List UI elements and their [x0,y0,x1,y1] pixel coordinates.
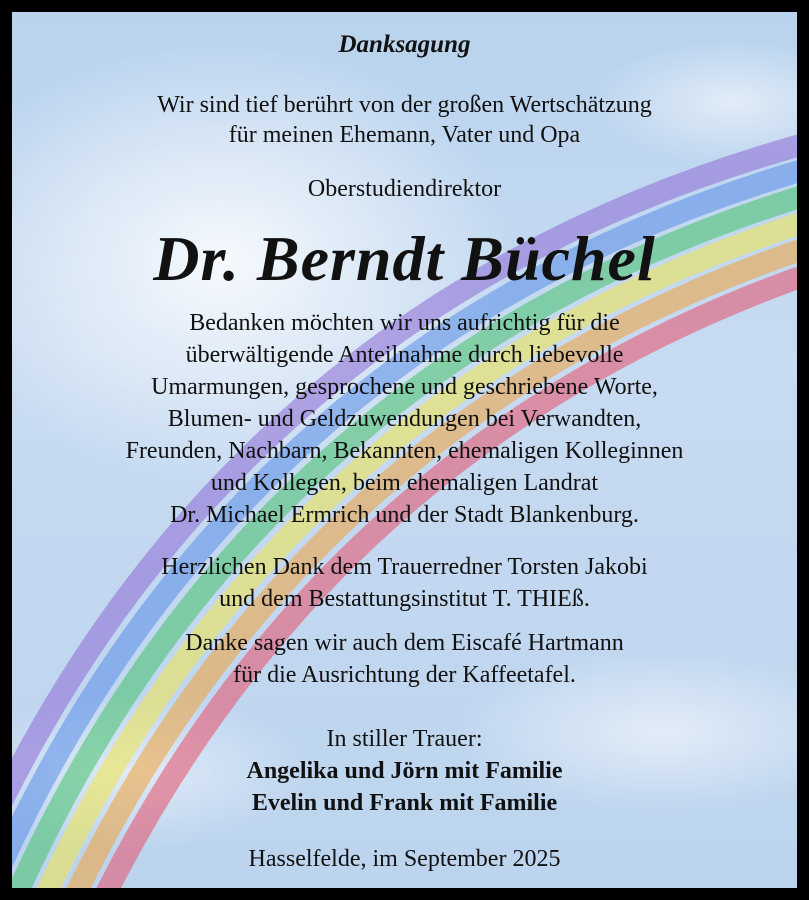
thanks-line-5: Freunden, Nachbarn, Bekannten, ehemaligen Kolleginnen [125,438,684,464]
thanks-line-7: Dr. Michael Ermrich und der Stadt Blankenburg. [170,502,639,528]
cafe-line-2: für die Ausrichtung der Kaffeetafel. [233,662,576,688]
family-line-2: Evelin und Frank mit Familie [251,790,558,816]
thanks-line-3: Umarmungen, gesprochene und geschriebene Worte, [151,374,658,400]
deceased-name: Dr. Berndt Büchel [153,223,656,294]
intro-line-2: für meinen Ehemann, Vater und Opa [228,122,581,148]
intro-line-1: Wir sind tief berührt von der großen Wertschätzung [157,92,652,118]
thanks-line-2: überwältigende Anteilnahme durch liebevolle [185,342,624,368]
place-date: Hasselfelde, im September 2025 [248,846,561,872]
thanks-line-6: und Kollegen, beim ehemaligen Landrat [210,470,599,496]
cafe-line-1: Danke sagen wir auch dem Eiscafé Hartmann [185,630,624,656]
academic-title: Oberstudiendirektor [307,176,502,202]
speaker-line-2: und dem Bestattungsinstitut T. THIEß. [219,586,590,612]
obituary-card [12,12,797,888]
mourning-label: In stiller Trauer: [326,726,483,752]
obituary-text [12,12,797,888]
family-line-1: Angelika und Jörn mit Familie [246,758,563,784]
speaker-line-1: Herzlichen Dank dem Trauerredner Torsten Jakobi [161,554,648,580]
thanks-line-1: Bedanken möchten wir uns aufrichtig für die [189,310,620,336]
thanks-line-4: Blumen- und Geldzuwendungen bei Verwandten, [167,406,642,432]
heading: Danksagung [338,31,471,58]
